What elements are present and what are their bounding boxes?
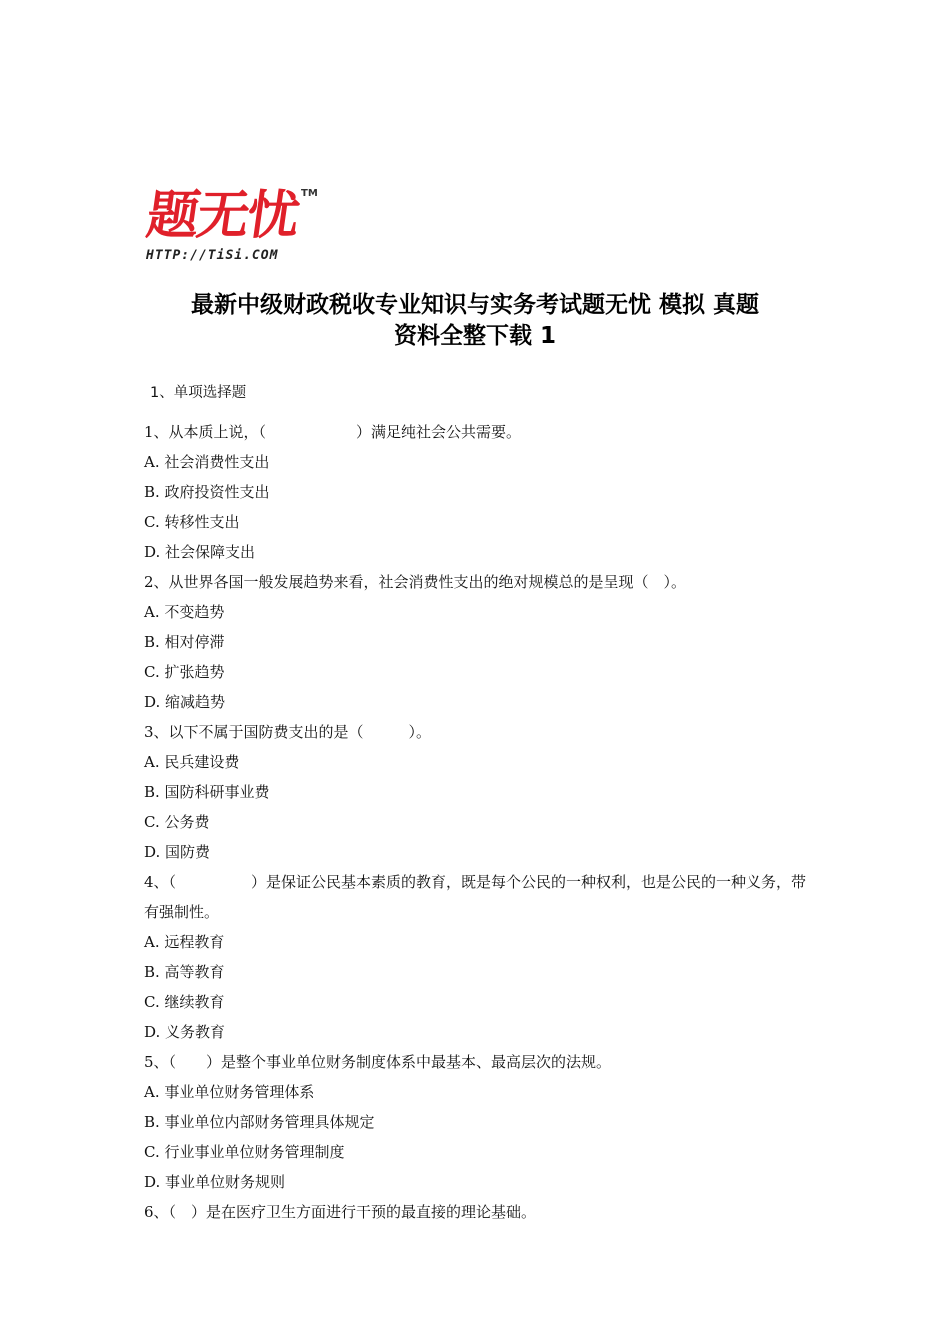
logo [143, 186, 323, 270]
question-option: D. 义务教育 [144, 1023, 226, 1041]
question-option: A. 事业单位财务管理体系 [144, 1083, 315, 1101]
logo-trademark: TM [301, 188, 318, 199]
logo-url: HTTP://TiSi.COM [146, 248, 279, 263]
question-option: B. 国防科研事业费 [144, 783, 270, 801]
question-stem: 1、从本质上说，（ ）满足纯社会公共需要。 [144, 423, 522, 441]
question-stem: 6、（ ）是在医疗卫生方面进行干预的最直接的理论基础。 [144, 1203, 537, 1221]
document-title [120, 290, 830, 352]
question-option: C. 转移性支出 [144, 513, 240, 531]
question-option: A. 远程教育 [144, 933, 225, 951]
question-option: C. 继续教育 [144, 993, 225, 1011]
question-option: D. 缩减趋势 [144, 693, 226, 711]
question-option: D. 国防费 [144, 843, 211, 861]
question-option: B. 事业单位内部财务管理具体规定 [144, 1113, 375, 1131]
question-option: C. 公务费 [144, 813, 210, 831]
question-option: D. 事业单位财务规则 [144, 1173, 286, 1191]
title-line-1: 最新中级财政税收专业知识与实务考试题无忧 模拟 真题 [190, 292, 759, 318]
question-option: B. 相对停滞 [144, 633, 225, 651]
question-stem: 4、（ ）是保证公民基本素质的教育，既是每个公民的一种权利，也是公民的一种义务，带有强制性。 [144, 873, 807, 921]
question-stem: 5、（ ）是整个事业单位财务制度体系中最基本、最高层次的法规。 [144, 1053, 612, 1071]
question-option: C. 行业事业单位财务管理制度 [144, 1143, 345, 1161]
question-list [144, 417, 814, 1227]
section-heading: 1、单项选择题 [150, 385, 247, 401]
question-stem: 3、以下不属于国防费支出的是（ ）。 [144, 723, 432, 741]
question-option: D. 社会保障支出 [144, 543, 256, 561]
question-option: A. 社会消费性支出 [144, 453, 270, 471]
question-stem: 2、从世界各国一般发展趋势来看，社会消费性支出的绝对规模总的是呈现（ ）。 [144, 573, 687, 591]
question-option: A. 民兵建设费 [144, 753, 240, 771]
logo-brand: 题无忧 [143, 186, 302, 246]
question-option: A. 不变趋势 [144, 603, 225, 621]
question-option: B. 高等教育 [144, 963, 225, 981]
question-option: C. 扩张趋势 [144, 663, 225, 681]
title-line-2: 资料全整下载 1 [393, 323, 556, 349]
question-option: B. 政府投资性支出 [144, 483, 270, 501]
